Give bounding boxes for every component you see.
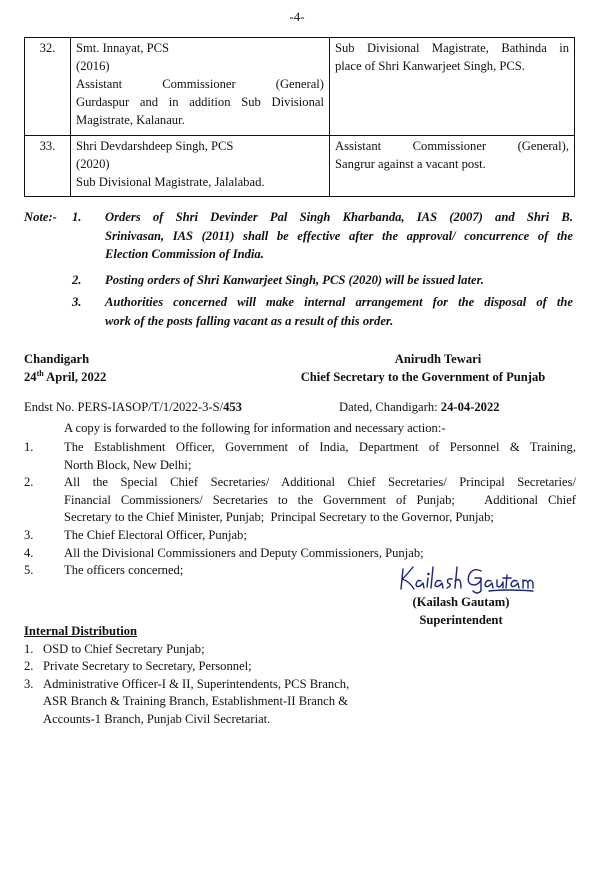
list-item: 4. All the Divisional Commissioners and Deputy Commissioners, Punjab;	[24, 545, 424, 560]
table-row	[25, 38, 575, 136]
signatory-title: Chief Secretary to the Government of Punjab	[300, 370, 546, 384]
note-label: Note:-	[24, 210, 57, 224]
list-item: 3. Administrative Officer-I & II, Superintendents, PCS Branch, ASR Branch & Training Branch, Establishment-II Branch & Accounts-1 Branch, Punjab Civil Secretariat.	[24, 676, 350, 726]
signer-title: Superintendent	[419, 613, 503, 627]
order-date: 24th April, 2022	[24, 368, 107, 384]
place-and-date	[24, 350, 106, 386]
page-number: -4-	[289, 9, 305, 24]
list-item: 3. The Chief Electoral Officer, Punjab;	[24, 527, 247, 542]
list-item: 1. OSD to Chief Secretary Punjab;	[24, 641, 205, 656]
internal-distribution	[24, 623, 384, 728]
list-item: 1. The Establishment Officer, Government of India, Department of Personnel & Training, North Block, New Delhi;	[24, 440, 576, 472]
endorsement-date: Dated, Chandigarh: 24-04-2022	[339, 400, 500, 414]
internal-distribution-heading: Internal Distribution	[24, 624, 138, 638]
signatory-block	[288, 350, 558, 386]
officer-details: Shri Devdarshdeep Singh, PCS (2020) Sub Divisional Magistrate, Jalalabad.	[71, 136, 330, 197]
new-posting: Assistant Commissioner (General), Sangrur against a vacant post.	[330, 136, 575, 197]
table-row	[25, 136, 575, 197]
list-item: 5. The officers concerned;	[24, 563, 184, 578]
posting-table	[24, 37, 575, 197]
signer-block	[402, 593, 520, 629]
signer-name: (Kailash Gautam)	[412, 595, 510, 609]
signatory-name: Anirudh Tewari	[394, 352, 482, 366]
handwritten-signature	[397, 561, 537, 595]
place: Chandigarh	[24, 352, 90, 366]
copy-forward-text: A copy is forwarded to the following for information and necessary action:-	[64, 421, 446, 435]
serial-number: 33.	[25, 136, 71, 197]
new-posting: Sub Divisional Magistrate, Bathinda in place of Shri Kanwarjeet Singh, PCS.	[330, 38, 575, 136]
endorsement-line	[24, 398, 574, 416]
list-item: 2. Private Secretary to Secretary, Personnel;	[24, 659, 252, 673]
serial-number: 32.	[25, 38, 71, 136]
officer-details: Smt. Innayat, PCS (2016) Assistant Commissioner (General) Gurdaspur and in addition Sub Divisional Magistrate, Kalanaur.	[71, 38, 330, 136]
endorsement-number: Endst No. PERS-IASOP/T/1/2022-3-S/453	[24, 400, 242, 414]
distribution-list	[24, 439, 576, 580]
list-item: 2. All the Special Chief Secretaries/ Additional Chief Secretaries/ Principal Secretaries/ Financial Commissioners/ Secretaries to the Government of Punjab; Additional Chief Secretary to the Chief Minister, Punjab; Principal Secretary to the Governor, Punjab;	[24, 475, 576, 525]
